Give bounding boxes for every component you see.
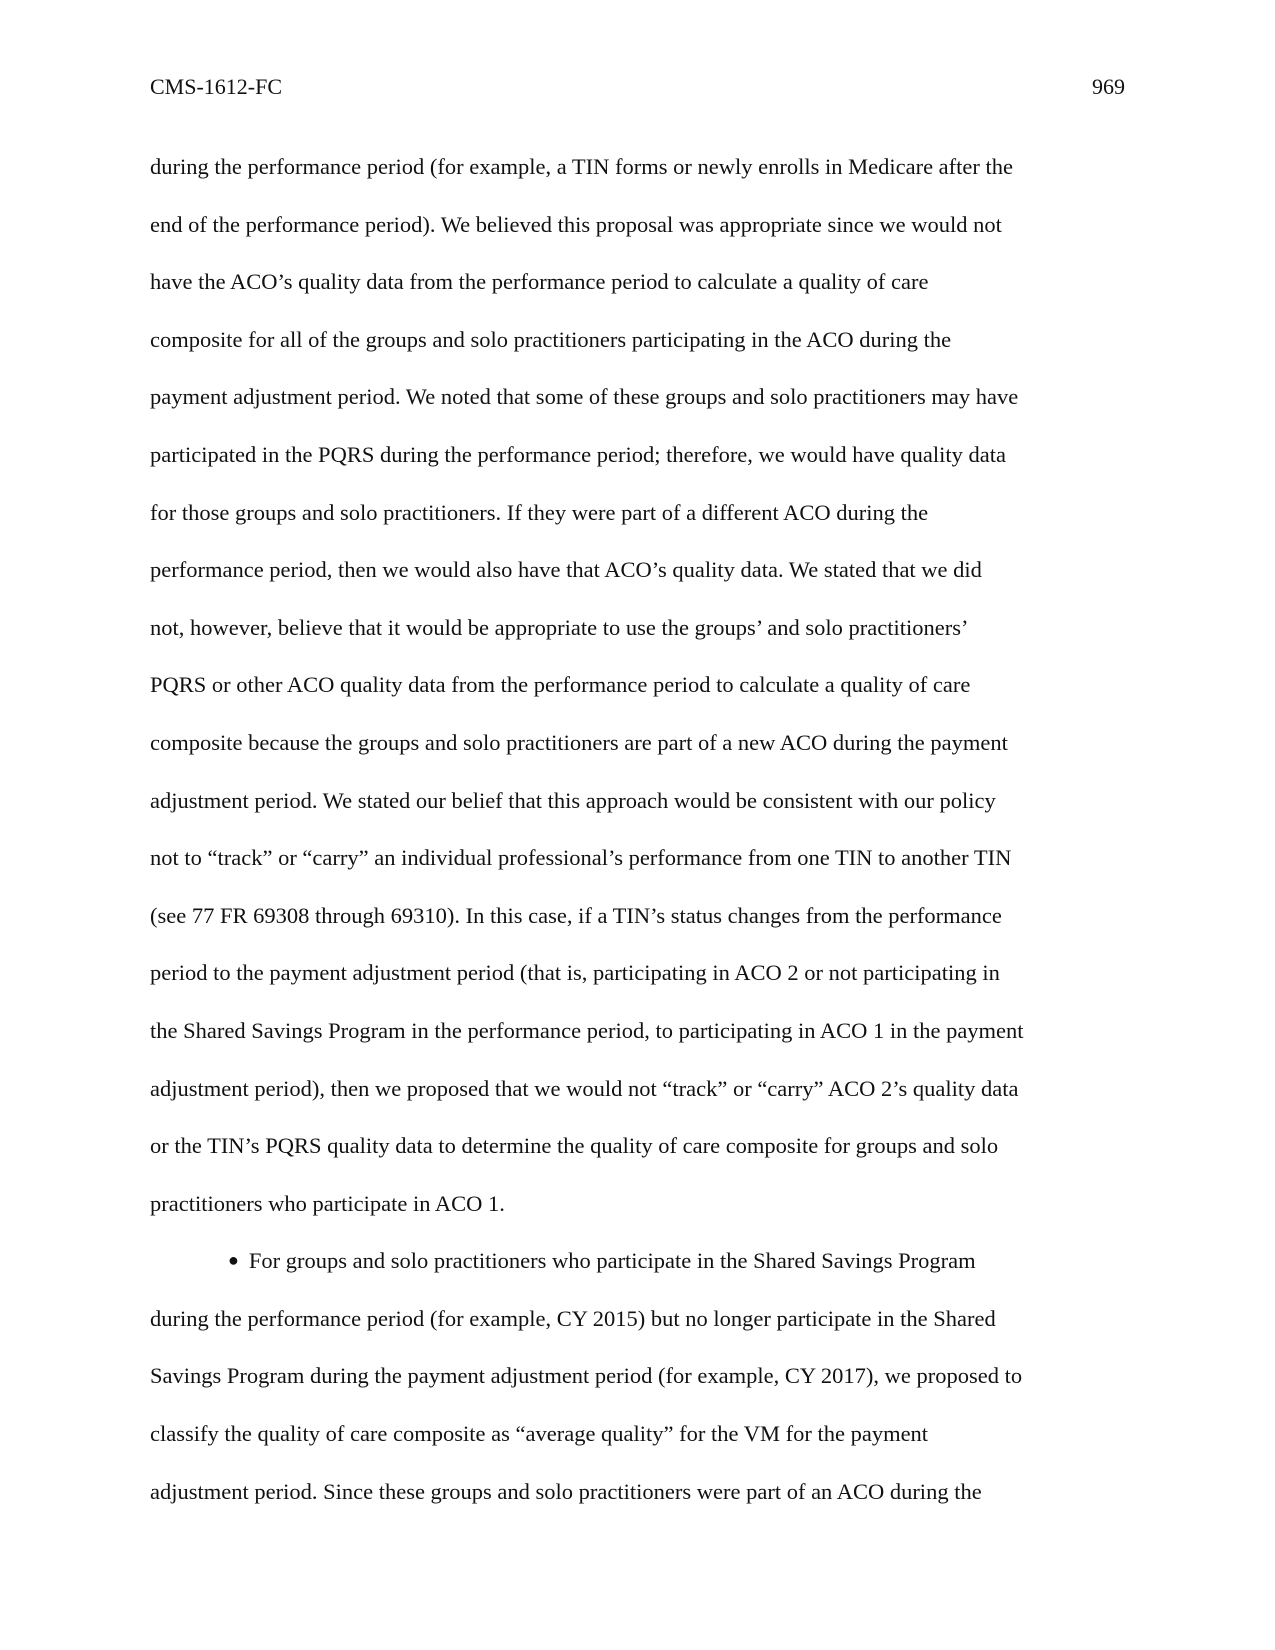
document-body — [150, 138, 1125, 1520]
bullet-first-line — [150, 1232, 1125, 1290]
text-line: practitioners who participate in ACO 1. — [150, 1190, 505, 1216]
text-line: (see 77 FR 69308 through 69310). In this case, if a TIN’s status changes from the performance — [150, 902, 1002, 928]
text-line: composite for all of the groups and solo practitioners participating in the ACO during the — [150, 326, 952, 352]
text-line: adjustment period), then we proposed that we would not “track” or “carry” ACO 2’s quality data — [150, 1075, 1019, 1101]
text-line: during the performance period (for example, CY 2015) but no longer participate in the Shared — [150, 1305, 996, 1331]
text-line: payment adjustment period. We noted that some of these groups and solo practitioners may have — [150, 384, 1019, 410]
text-line: adjustment period. Since these groups and solo practitioners were part of an ACO during the — [150, 1478, 982, 1504]
text-line: end of the performance period). We believed this proposal was appropriate since we would not — [150, 211, 1002, 237]
bullet-paragraph — [150, 1232, 1125, 1520]
text-line: not, however, believe that it would be appropriate to use the groups’ and solo practitioners’ — [150, 614, 969, 640]
text-line: not to “track” or “carry” an individual professional’s performance from one TIN to another TIN — [150, 845, 1012, 871]
text-line: participated in the PQRS during the performance period; therefore, we would have quality data — [150, 441, 1006, 467]
document-id: CMS-1612-FC — [150, 74, 283, 99]
text-line: For groups and solo practitioners who participate in the Shared Savings Program — [248, 1248, 976, 1274]
text-line: PQRS or other ACO quality data from the performance period to calculate a quality of care — [150, 672, 971, 698]
bullet-icon: ● — [228, 1250, 239, 1271]
text-line: composite because the groups and solo practitioners are part of a new ACO during the payment — [150, 729, 1008, 755]
text-line: classify the quality of care composite as “average quality” for the VM for the payment — [150, 1421, 929, 1447]
text-line: have the ACO’s quality data from the performance period to calculate a quality of care — [150, 269, 929, 295]
paragraph — [150, 138, 1125, 1232]
text-line: or the TIN’s PQRS quality data to determine the quality of care composite for groups and solo — [150, 1133, 999, 1159]
text-line: the Shared Savings Program in the performance period, to participating in ACO 1 in the payment — [150, 1017, 1024, 1043]
text-line: for those groups and solo practitioners. If they were part of a different ACO during the — [150, 499, 929, 525]
page-number: 969 — [1092, 74, 1125, 99]
page-header — [150, 72, 1125, 102]
text-line: Savings Program during the payment adjustment period (for example, CY 2017), we proposed to — [150, 1363, 1023, 1389]
text-line: period to the payment adjustment period (that is, participating in ACO 2 or not participating in — [150, 960, 1000, 986]
text-line: performance period, then we would also have that ACO’s quality data. We stated that we did — [150, 557, 982, 583]
text-line: during the performance period (for example, a TIN forms or newly enrolls in Medicare after the — [150, 154, 1013, 179]
text-line: adjustment period. We stated our belief that this approach would be consistent with our policy — [150, 787, 996, 813]
